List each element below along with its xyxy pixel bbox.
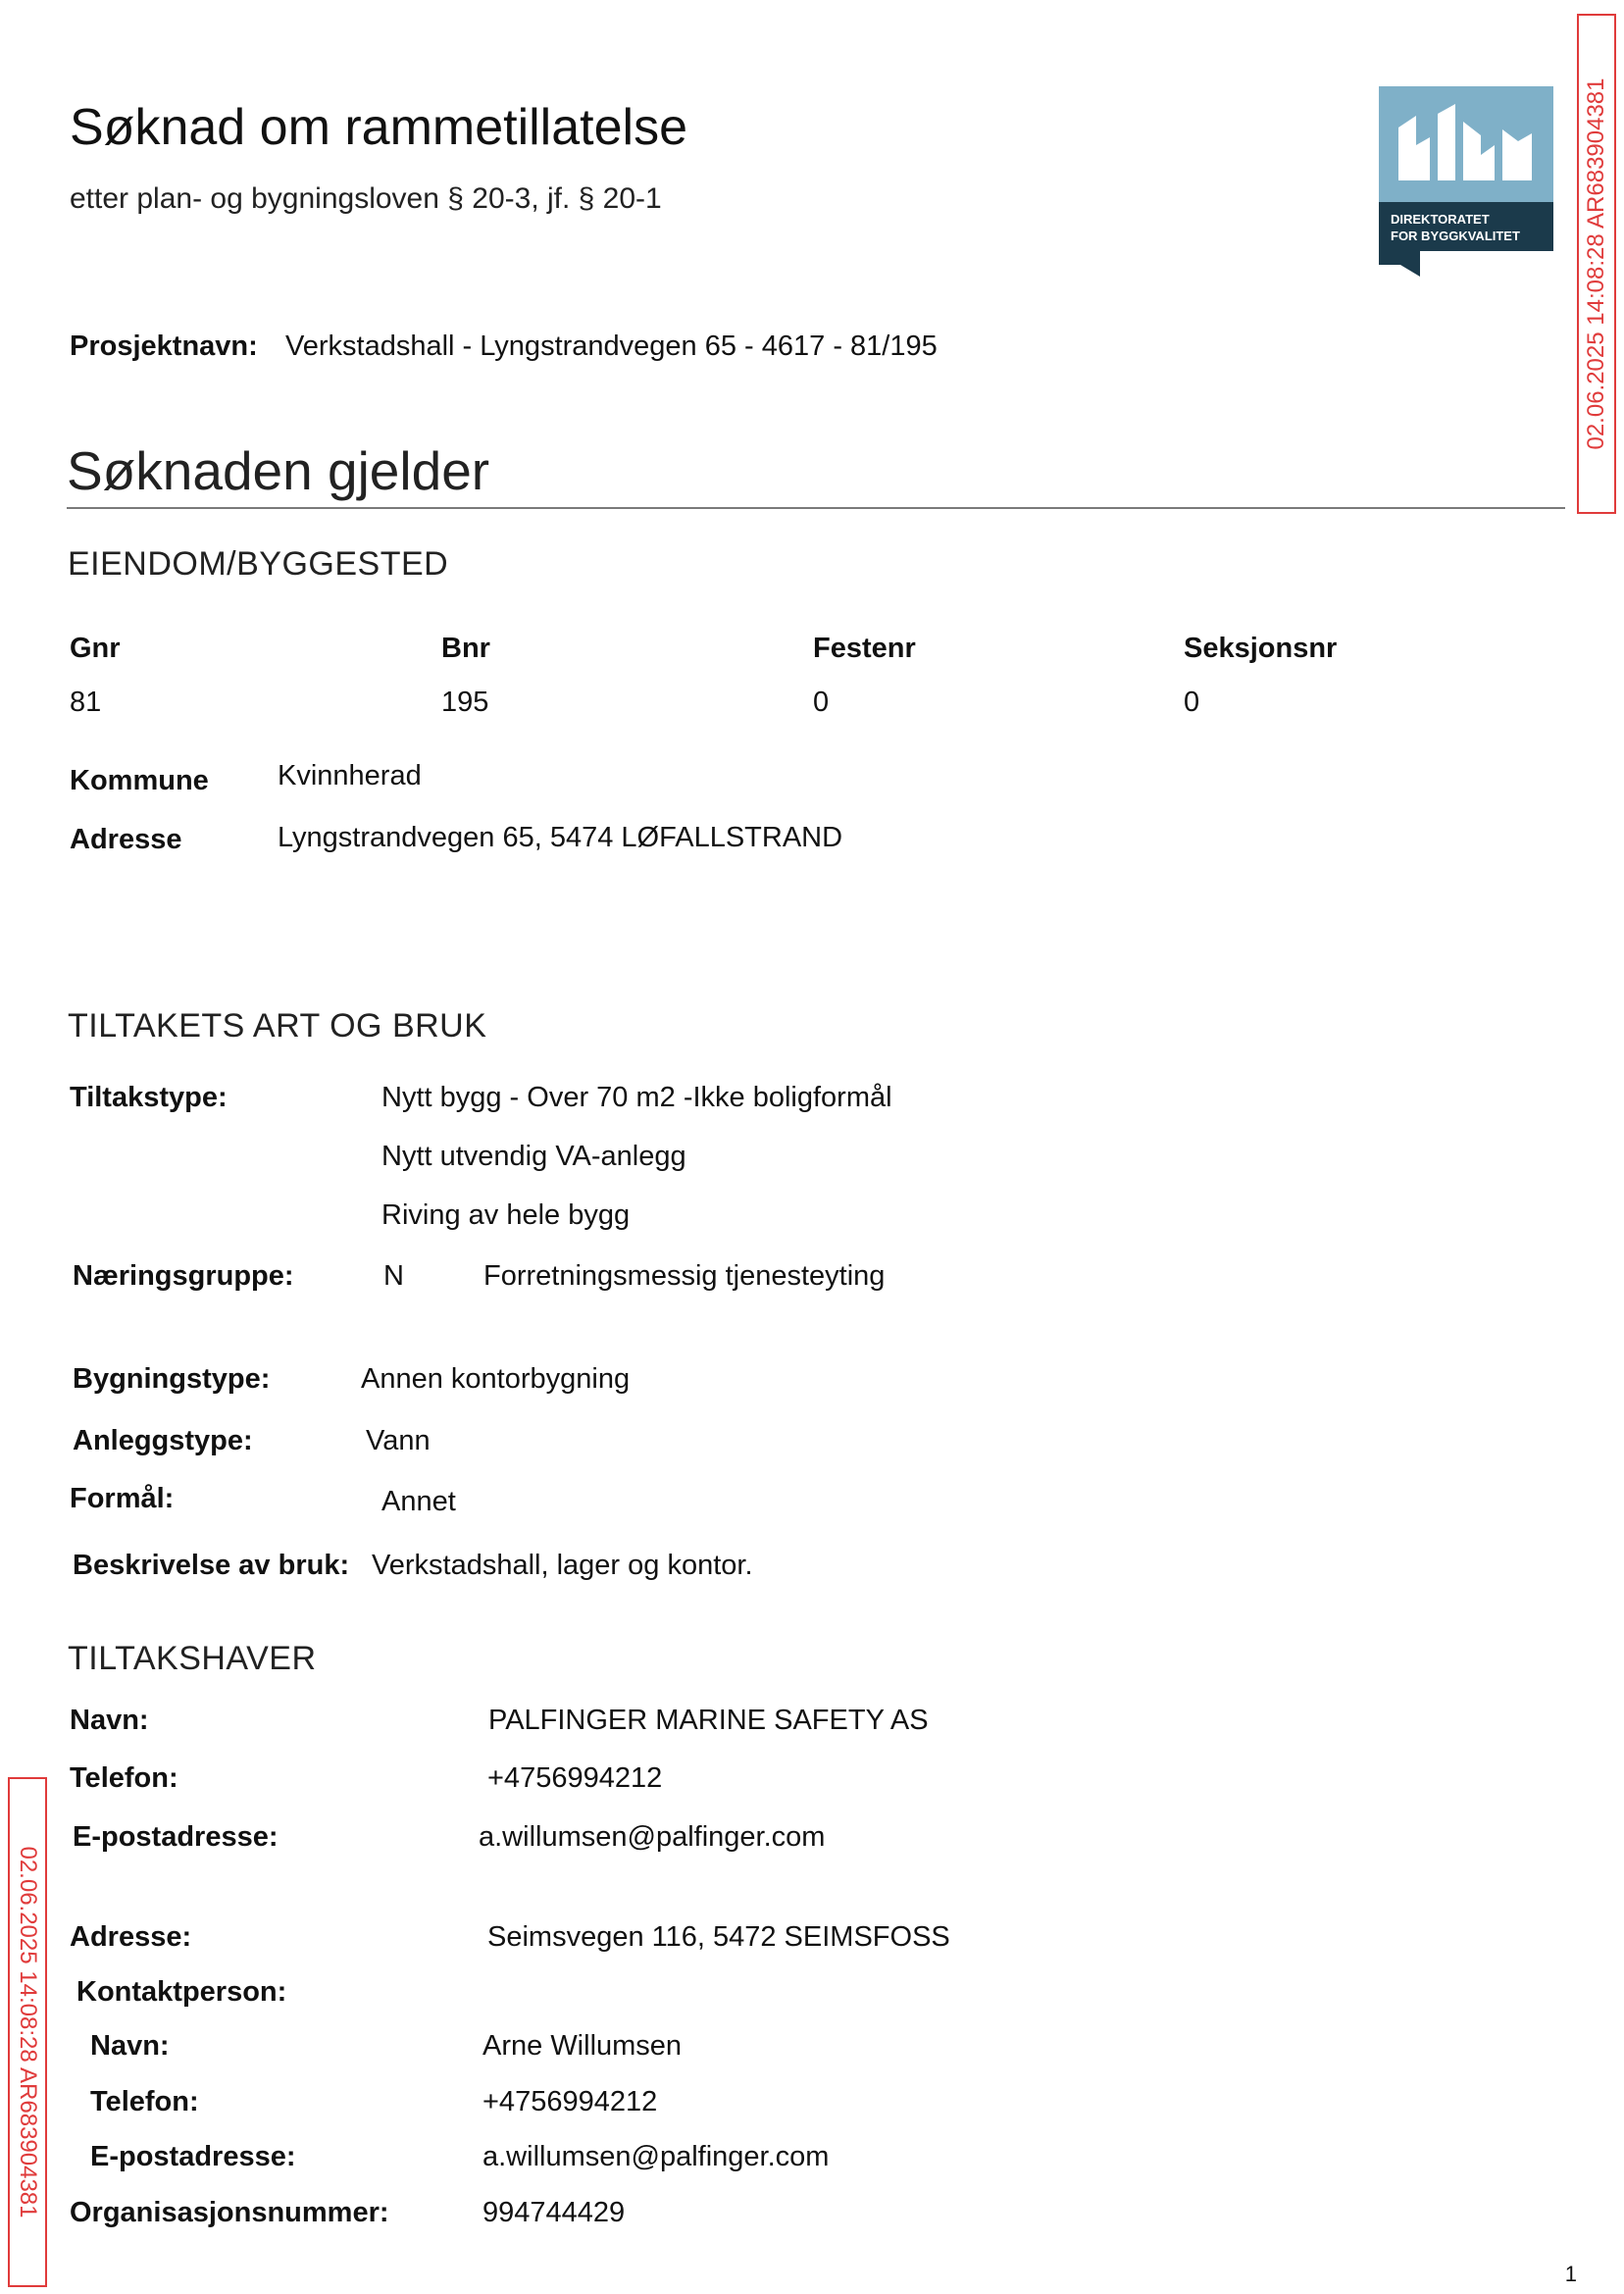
bygningstype-label: Bygningstype:	[73, 1363, 271, 1395]
section-divider	[67, 507, 1565, 509]
kontakt-telefon-label: Telefon:	[90, 2086, 199, 2117]
kommune-value: Kvinnherad	[278, 760, 422, 791]
tiltakstype-item: Nytt bygg - Over 70 m2 -Ikke boligformål	[381, 1082, 892, 1113]
epost-value: a.willumsen@palfinger.com	[479, 1821, 826, 1853]
naeringsgruppe-label: Næringsgruppe:	[73, 1260, 294, 1292]
timestamp-stamp-bottom	[8, 1777, 47, 2287]
property-heading: EIENDOM/BYGGESTED	[68, 545, 449, 583]
festenr-value: 0	[813, 687, 830, 718]
navn-label: Navn:	[70, 1705, 149, 1736]
page-title: Søknad om rammetillatelse	[70, 99, 687, 156]
stamp-text: 02.06.2025 14:08:28 AR683904381	[1583, 77, 1609, 450]
kommune-label: Kommune	[70, 765, 209, 796]
naeringsgruppe-value: Forretningsmessig tjenesteyting	[483, 1260, 886, 1292]
project-name-label: Prosjektnavn:	[70, 331, 258, 362]
kontakt-epost-label: E-postadresse:	[90, 2141, 296, 2172]
logo-text-line1: DIREKTORATET	[1391, 212, 1490, 227]
project-name-value: Verkstadshall - Lyngstrandvegen 65 - 4617 - 81/195	[285, 331, 938, 362]
tiltakstype-label: Tiltakstype:	[70, 1082, 228, 1113]
stamp-text: 02.06.2025 14:08:28 AR683904381	[15, 1846, 41, 2218]
organisasjonsnummer-label: Organisasjonsnummer:	[70, 2197, 389, 2228]
tiltak-heading: TILTAKETS ART OG BRUK	[68, 1007, 487, 1045]
beskrivelse-value: Verkstadshall, lager og kontor.	[372, 1550, 753, 1581]
tiltakshaver-heading: TILTAKSHAVER	[68, 1640, 317, 1677]
gnr-header: Gnr	[70, 633, 121, 664]
seksjonsnr-value: 0	[1184, 687, 1200, 718]
naeringsgruppe-code: N	[383, 1260, 404, 1292]
bygningstype-value: Annen kontorbygning	[361, 1363, 631, 1395]
section-title: Søknaden gjelder	[67, 440, 490, 501]
navn-value: PALFINGER MARINE SAFETY AS	[488, 1705, 929, 1736]
anleggstype-value: Vann	[366, 1425, 431, 1456]
tiltakstype-item: Nytt utvendig VA-anlegg	[381, 1141, 686, 1172]
beskrivelse-label: Beskrivelse av bruk:	[73, 1550, 350, 1581]
page-number: 1	[1564, 2262, 1577, 2286]
festenr-header: Festenr	[813, 633, 916, 664]
formal-value: Annet	[381, 1486, 456, 1517]
tiltakstype-item: Riving av hele bygg	[381, 1199, 631, 1231]
telefon-label: Telefon:	[70, 1762, 178, 1794]
kontakt-navn-label: Navn:	[90, 2030, 170, 2062]
telefon-value: +4756994212	[487, 1762, 663, 1794]
adresse-label: Adresse:	[70, 1921, 192, 1953]
kontakt-epost-value: a.willumsen@palfinger.com	[482, 2141, 830, 2172]
page-subtitle: etter plan- og bygningsloven § 20-3, jf. § 20-1	[70, 182, 662, 215]
timestamp-stamp-top	[1577, 14, 1616, 514]
bnr-value: 195	[441, 687, 489, 718]
anleggstype-label: Anleggstype:	[73, 1425, 253, 1456]
bnr-header: Bnr	[441, 633, 490, 664]
kontakt-telefon-value: +4756994212	[482, 2086, 658, 2117]
seksjonsnr-header: Seksjonsnr	[1184, 633, 1338, 664]
formal-label: Formål:	[70, 1483, 175, 1514]
kontaktperson-label: Kontaktperson:	[76, 1976, 287, 2008]
kontakt-navn-value: Arne Willumsen	[482, 2030, 683, 2062]
dibk-logo	[1379, 86, 1553, 277]
adresse-label: Adresse	[70, 824, 182, 855]
epost-label: E-postadresse:	[73, 1821, 279, 1853]
logo-text-line2: FOR BYGGKVALITET	[1391, 229, 1520, 243]
gnr-value: 81	[70, 687, 102, 718]
adresse-value: Seimsvegen 116, 5472 SEIMSFOSS	[487, 1921, 950, 1953]
organisasjonsnummer-value: 994744429	[482, 2197, 626, 2228]
adresse-value: Lyngstrandvegen 65, 5474 LØFALLSTRAND	[278, 822, 843, 853]
